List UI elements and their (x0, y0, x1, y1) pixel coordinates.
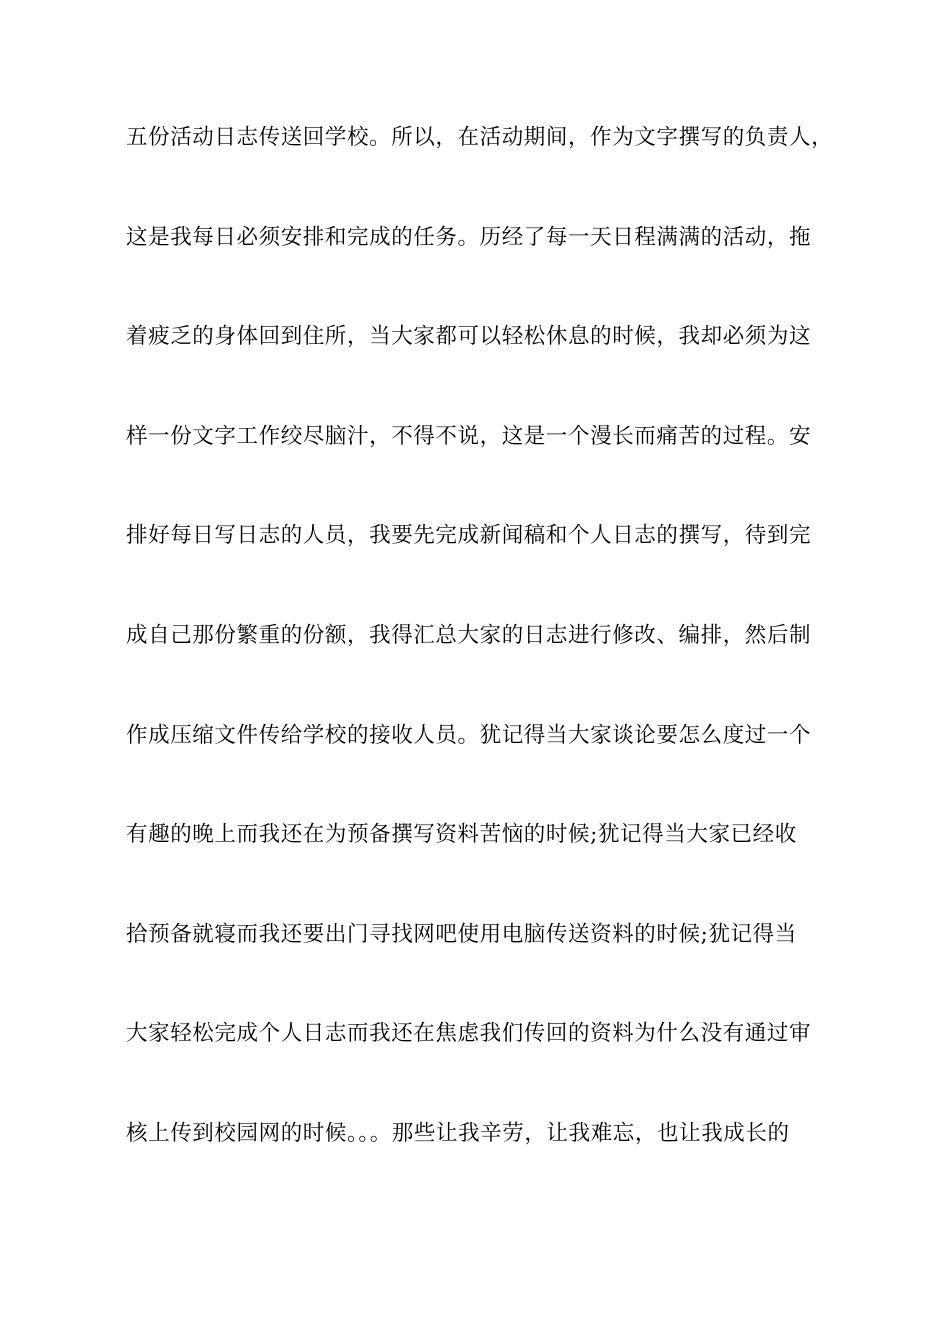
text-line-3: 着疲乏的身体回到住所，当大家都可以轻松休息的时候，我却必须为这 (126, 324, 812, 350)
text-line-10: 大家轻松完成个人日志而我还在焦虑我们传回的资料为什么没有通过审 (126, 1021, 812, 1047)
text-line-4: 样一份文字工作绞尽脑汁，不得不说，这是一个漫长而痛苦的过程。安 (126, 423, 812, 449)
body-text (126, 114, 834, 1210)
text-line-9: 拾预备就寝而我还要出门寻找网吧使用电脑传送资料的时候;犹记得当 (126, 921, 797, 947)
text-line-8: 有趣的晚上而我还在为预备撰写资料苦恼的时候;犹记得当大家已经收 (126, 822, 797, 848)
text-line-7: 作成压缩文件传给学校的接收人员。犹记得当大家谈论要怎么度过一个 (126, 722, 812, 748)
text-line-11: 核上传到校园网的时候。。。那些让我辛劳，让我难忘，也让我成长的 (126, 1120, 790, 1146)
text-line-2: 这是我每日必须安排和完成的任务。历经了每一天日程满满的活动，拖 (126, 224, 812, 250)
text-line-5: 排好每日写日志的人员，我要先完成新闻稿和个人日志的撰写，待到完 (126, 523, 812, 549)
text-line-1: 五份活动日志传送回学校。所以，在活动期间，作为文字撰写的负责人， (126, 125, 834, 150)
text-line-6: 成自己那份繁重的份额，我得汇总大家的日志进行修改、编排，然后制 (126, 622, 812, 648)
